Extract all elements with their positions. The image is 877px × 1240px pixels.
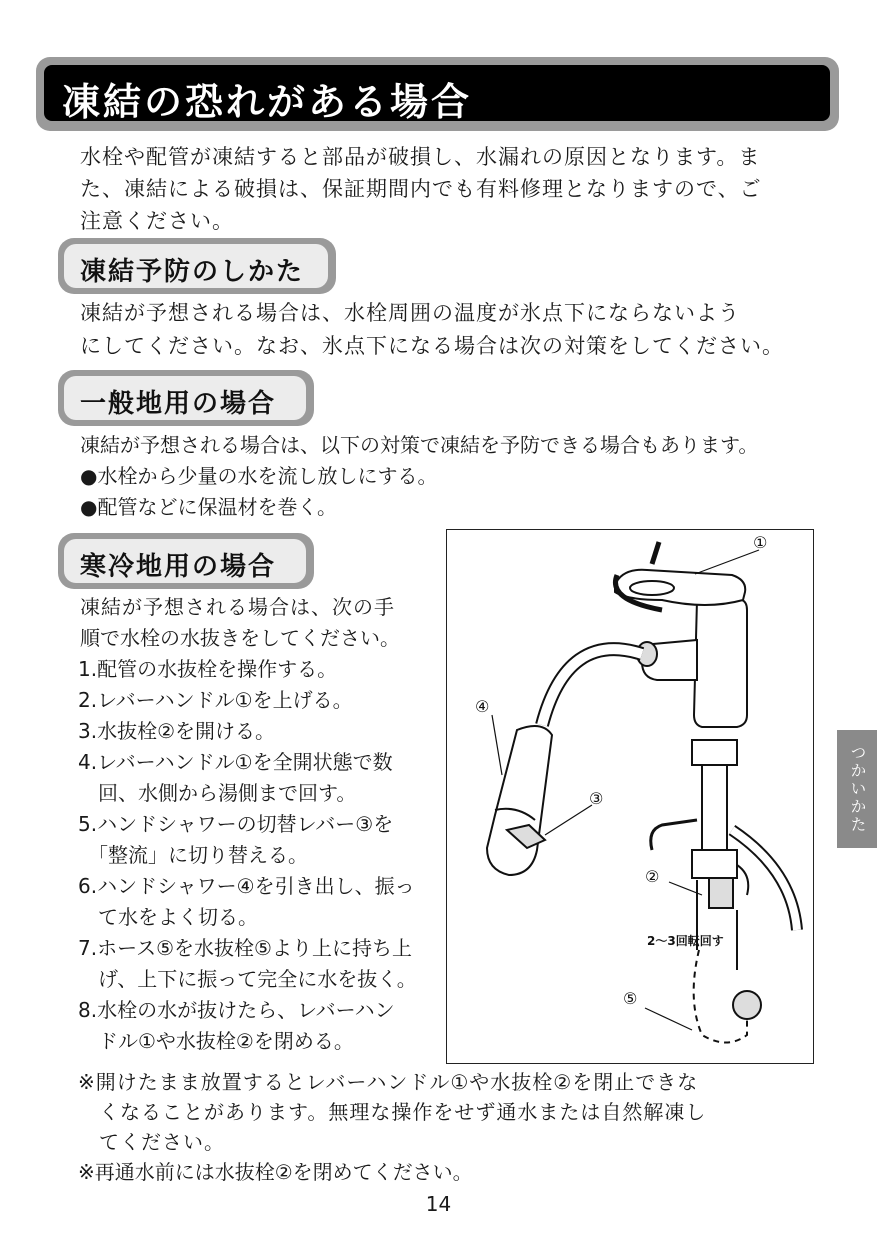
side-tab[interactable] <box>837 730 877 848</box>
page-number: 14 <box>425 1192 452 1216</box>
step-8: 8.水栓の水が抜けたら、レバーハン <box>78 998 395 1022</box>
step-1: 1.配管の水抜栓を操作する。 <box>78 657 338 681</box>
step-2: 2.レバーハンドル①を上げる。 <box>78 688 353 712</box>
label-5: ⑤ <box>623 989 638 1008</box>
note-2: ※再通水前には水抜栓②を閉めてください。 <box>78 1160 473 1184</box>
intro-line-1: 水栓や配管が凍結すると部品が破損し、水漏れの原因となります。ま <box>80 145 761 169</box>
label-2: ② <box>645 867 660 886</box>
rotation-note: 2〜3回転回す <box>647 934 724 948</box>
cold-line-2: 順で水栓の水抜きをしてください。 <box>80 626 400 650</box>
step-3: 3.水抜栓②を開ける。 <box>78 719 276 743</box>
general-line-1: 凍結が予想される場合は、以下の対策で凍結を予防できる場合もあります。 <box>80 433 759 457</box>
intro-line-3: 注意ください。 <box>80 209 234 233</box>
faucet-illustration <box>447 530 812 1062</box>
note-1-cont-2: てください。 <box>78 1130 225 1154</box>
general-line-2: ●水栓から少量の水を流し放しにする。 <box>80 464 438 488</box>
note-1-cont: くなることがあります。無理な操作をせず通水または自然解凍し <box>78 1100 707 1124</box>
faucet-diagram <box>446 529 814 1064</box>
cold-heading <box>64 539 306 583</box>
cold-heading-text: 寒冷地用の場合 <box>80 552 277 582</box>
step-5: 5.ハンドシャワーの切替レバー③を <box>78 812 394 836</box>
step-6: 6.ハンドシャワー④を引き出し、振っ <box>78 874 415 898</box>
intro-line-2: た、凍結による破損は、保証期間内でも有料修理となりますので、ご <box>80 177 762 201</box>
label-3: ③ <box>589 789 604 808</box>
step-5-cont: 「整流」に切り替える。 <box>78 843 308 867</box>
note-1: ※開けたまま放置するとレバーハンドル①や水抜栓②を閉止できな <box>78 1070 699 1094</box>
prevention-line-2: にしてください。なお、氷点下になる場合は次の対策をしてください。 <box>80 334 784 358</box>
step-4: 4.レバーハンドル①を全開状態で数 <box>78 750 393 774</box>
side-tab-label: つかいかた <box>848 744 867 834</box>
step-7: 7.ホース⑤を水抜栓⑤より上に持ち上 <box>78 936 412 960</box>
label-4: ④ <box>475 697 490 716</box>
prevention-line-1: 凍結が予想される場合は、水栓周囲の温度が氷点下にならないよう <box>80 301 740 325</box>
title-bar <box>44 65 830 124</box>
label-1: ① <box>753 533 768 552</box>
general-heading <box>64 376 306 420</box>
cold-line-1: 凍結が予想される場合は、次の手 <box>80 595 395 619</box>
step-4-cont: 回、水側から湯側まで回す。 <box>78 781 357 805</box>
general-heading-text: 一般地用の場合 <box>80 389 277 419</box>
prevention-heading <box>64 244 328 288</box>
page-title: 凍結の恐れがある場合 <box>62 80 473 124</box>
step-8-cont: ドル①や水抜栓②を閉める。 <box>78 1029 354 1053</box>
step-7-cont: げ、上下に振って完全に水を抜く。 <box>78 967 417 991</box>
prevention-heading-text: 凍結予防のしかた <box>80 257 305 287</box>
step-6-cont: て水をよく切る。 <box>78 905 258 929</box>
general-line-3: ●配管などに保温材を巻く。 <box>80 495 338 519</box>
